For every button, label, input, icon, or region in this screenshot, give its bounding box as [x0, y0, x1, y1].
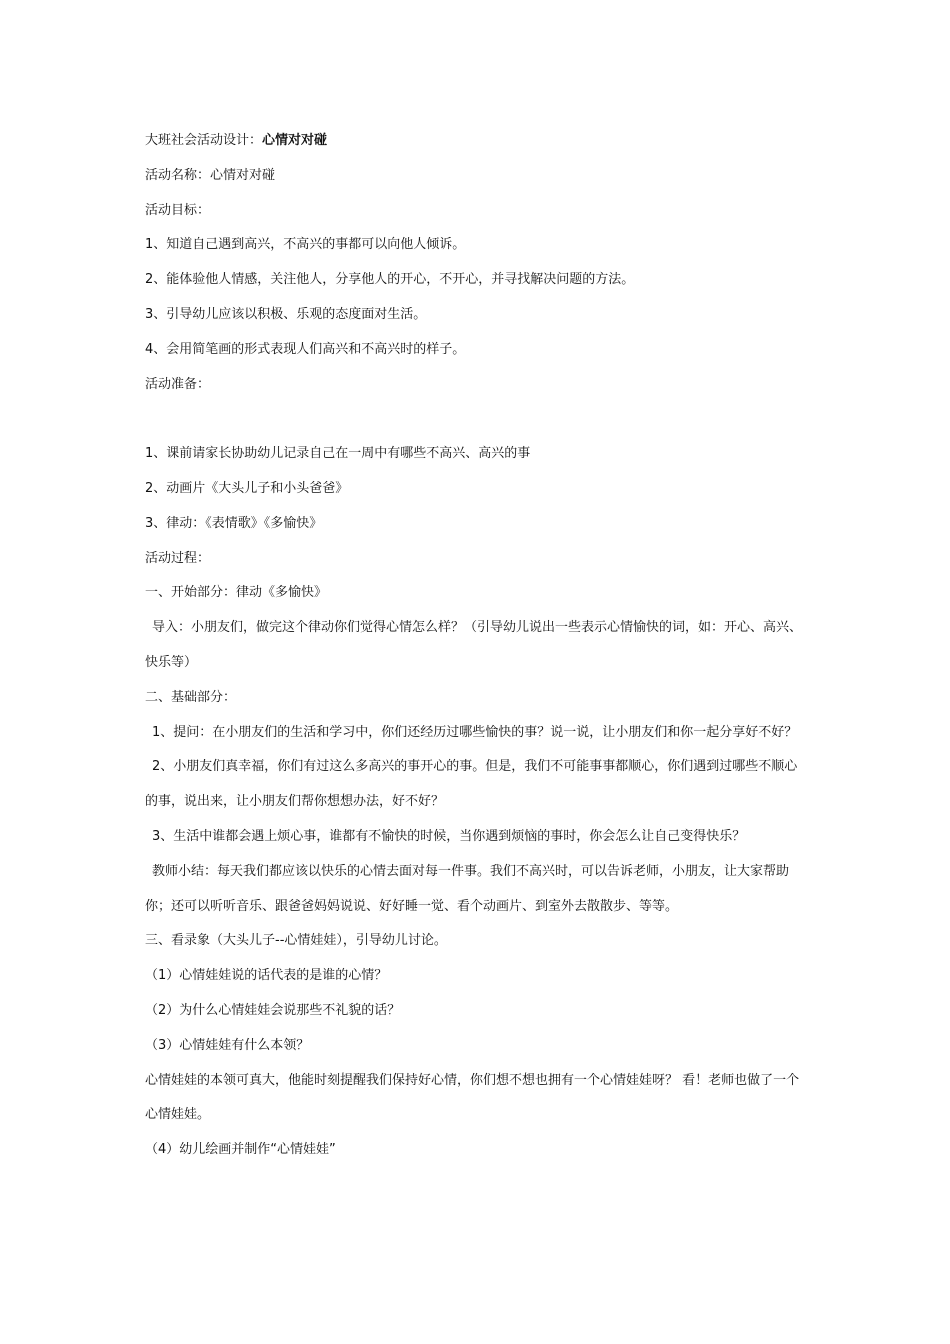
part3-heading: 三、看录象（大头儿子--心情娃娃），引导幼儿讨论。 [145, 933, 447, 949]
goal-item: 3、引导幼儿应该以积极、乐观的态度面对生活。 [145, 306, 427, 322]
document-title [145, 124, 810, 159]
part3-last: （4）幼儿绘画并制作“心情娃娃” [145, 1142, 336, 1158]
prep-item: 3、律动：《表情歌》《多愉快》 [145, 515, 323, 531]
document-body [145, 124, 810, 1168]
goal-item: 4、会用简笔画的形式表现人们高兴和不高兴时的样子。 [145, 341, 466, 357]
part3-paragraph: 心情娃娃的本领可真大，他能时刻提醒我们保持好心情，你们想不想也拥有一个心情娃娃呀？ 看！老师也做了一个心情娃娃。 [145, 1072, 800, 1123]
part2-summary: 教师小结：每天我们都应该以快乐的心情去面对每一件事。我们不高兴时，可以告诉老师，小朋友，让大家帮助你；还可以听听音乐、跟爸爸妈妈说说、好好睡一觉、看个动画片、到室外去散散步、等等。 [145, 863, 790, 914]
goals-heading: 活动目标： [145, 202, 211, 218]
goal-item: 1、知道自己遇到高兴，不高兴的事都可以向他人倾诉。 [145, 237, 466, 253]
process-heading: 活动过程： [145, 550, 211, 566]
part3-question: （3）心情娃娃有什么本领？ [145, 1037, 310, 1053]
part2-heading: 二、基础部分： [145, 689, 237, 705]
prep-heading: 活动准备： [145, 376, 211, 392]
part1-heading: 一、开始部分：律动《多愉快》 [145, 585, 328, 601]
title-prefix: 大班社会活动设计： [145, 133, 263, 148]
part3-question: （1）心情娃娃说的话代表的是谁的心情？ [145, 968, 388, 984]
part2-item: 2、小朋友们真幸福，你们有过这么多高兴的事开心的事。但是，我们不可能事事都顺心，你们遇到过哪些不顺心的事，说出来，让小朋友们帮你想想办法，好不好？ [145, 759, 798, 810]
goal-item: 2、能体验他人情感，关注他人，分享他人的开心，不开心，并寻找解决问题的方法。 [145, 272, 635, 288]
part1-intro: 导入：小朋友们，做完这个律动你们觉得心情怎么样？（引导幼儿说出一些表示心情愉快的词，如：开心、高兴、快乐等） [145, 620, 803, 670]
part2-item: 1、提问：在小朋友们的生活和学习中，你们还经历过哪些愉快的事？说一说，让小朋友们和你一起分享好不好？ [152, 724, 798, 740]
part2-item: 3、生活中谁都会遇上烦心事，谁都有不愉快的时候，当你遇到烦恼的事时，你会怎么让自己变得快乐？ [152, 828, 746, 844]
activity-name: 活动名称：心情对对碰 [145, 167, 276, 183]
title-bold: 心情对对碰 [262, 133, 328, 148]
blank-line [145, 402, 810, 437]
prep-item: 1、课前请家长协助幼儿记录自己在一周中有哪些不高兴、高兴的事 [145, 446, 531, 462]
prep-item: 2、动画片《大头儿子和小头爸爸》 [145, 480, 349, 496]
part3-question: （2）为什么心情娃娃会说那些不礼貌的话？ [145, 1002, 401, 1018]
